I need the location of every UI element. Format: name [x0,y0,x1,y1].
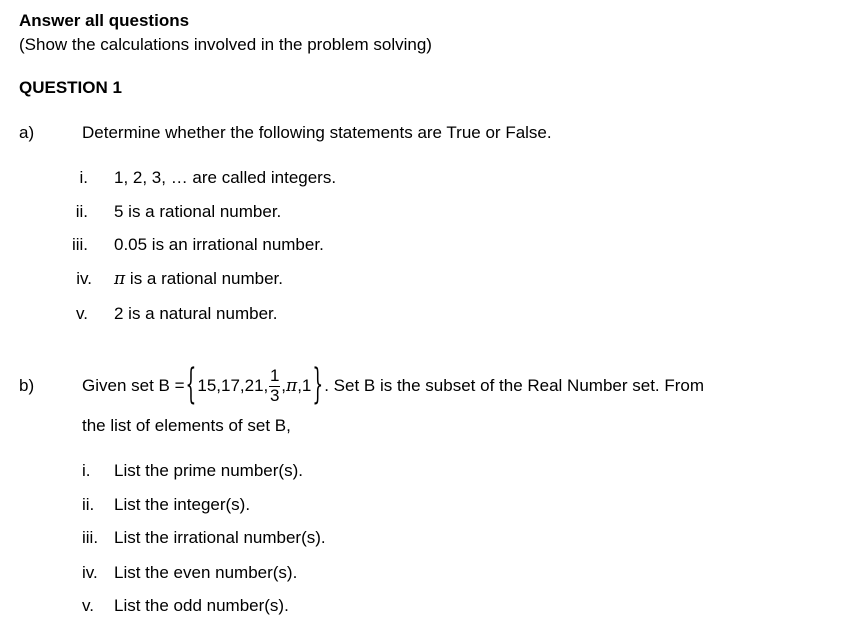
open-brace: { [185,362,197,410]
part-a-prompt: Determine whether the following statements are True or False. [82,123,552,142]
prompt-start: Given set B = [82,376,185,395]
item-text: 2 is a natural number. [114,304,278,323]
part-b-label: b) [19,376,35,395]
item-text: List the irrational number(s). [114,528,326,547]
item-text: List the odd number(s). [114,596,289,615]
fraction-numerator: 1 [270,366,280,385]
item-text: 1, 2, 3, … are called integers. [114,168,337,187]
question-heading: QUESTION 1 [19,78,122,97]
fraction-denominator: 3 [270,386,280,405]
prompt-end: . Set B is the subset of the Real Number set. From [324,376,705,395]
item-text: List the prime number(s). [114,461,303,480]
set-leading-elements: 15,17,21, [197,376,269,395]
part-a-label: a) [19,123,35,142]
item-number: iii. [82,528,99,547]
part-b-prompt-line2: the list of elements of set B, [82,416,291,435]
item-text: List the even number(s). [114,563,298,582]
set-comma: , [281,376,286,395]
instructions-title: Answer all questions [19,11,190,30]
pi-symbol: π [286,376,298,396]
pi-symbol: π [114,269,126,289]
item-number: ii. [82,495,95,514]
item-text: 0.05 is an irrational number. [114,235,324,254]
instructions-subtitle: (Show the calculations involved in the problem solving) [19,35,432,54]
set-trailing-elements: ,1 [297,376,312,395]
item-number: v. [82,596,94,615]
item-number: v. [76,304,88,323]
close-brace: } [312,362,324,410]
item-number: iii. [71,235,88,254]
item-text: 5 is a rational number. [114,202,282,221]
part-b-prompt [82,358,704,414]
item-text: is a rational number. [129,269,284,288]
fraction [269,368,280,404]
item-number: iv. [82,563,98,582]
item-text: List the integer(s). [114,495,251,514]
item-number: i. [79,168,88,187]
item-number: i. [82,461,91,480]
item-number: iv. [76,269,92,288]
item-text-with-symbol [114,269,283,289]
item-number: ii. [75,202,88,221]
